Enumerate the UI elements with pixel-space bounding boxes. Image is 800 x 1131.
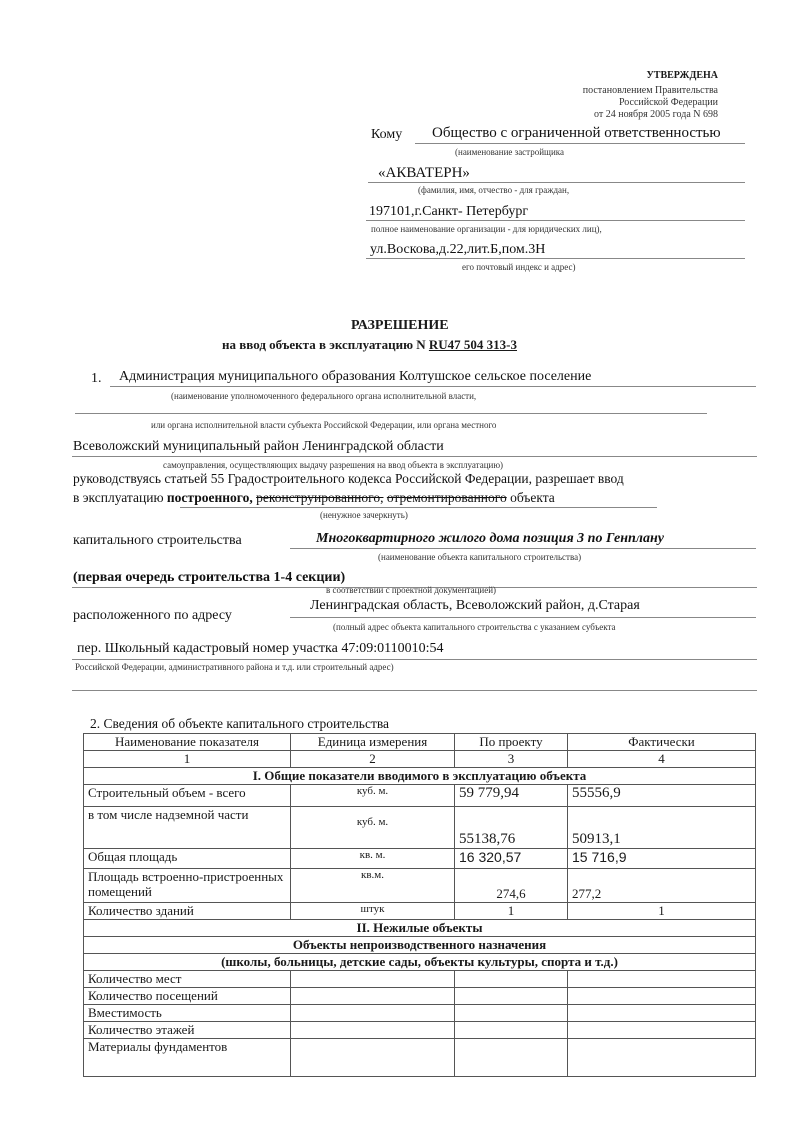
rule bbox=[290, 617, 756, 618]
authority-line-2: Всеволожский муниципальный район Ленинградской области bbox=[73, 439, 444, 454]
guided-line: руководствуясь статьей 55 Градостроительного кодекса Российской Федерации, разрешает ввод bbox=[73, 471, 624, 486]
table-row bbox=[84, 849, 756, 869]
section-2-title: 2. Сведения об объекте капитального строительства bbox=[90, 716, 390, 731]
ops-line bbox=[73, 490, 555, 506]
ops-suffix: объекта bbox=[510, 490, 555, 505]
column-number: 4 bbox=[568, 751, 756, 768]
indicator-name: Вместимость bbox=[84, 1005, 291, 1022]
rule bbox=[75, 413, 707, 414]
group-2-title-row bbox=[84, 920, 756, 937]
object-line-2: (первая очередь строительства 1-4 секции) bbox=[73, 570, 346, 585]
capital-label: капитального строительства bbox=[73, 533, 242, 548]
actual-value: 277,2 bbox=[568, 869, 756, 903]
rule bbox=[72, 659, 757, 660]
header-cell: Фактически bbox=[568, 734, 756, 751]
column-number-row bbox=[84, 751, 756, 768]
addressee-name-line-2: «АКВАТЕРН» bbox=[378, 165, 470, 181]
rule bbox=[366, 220, 745, 221]
actual-value: 1 bbox=[568, 903, 756, 920]
indicator-unit: куб. м. bbox=[291, 807, 455, 849]
indicator-unit: куб. м. bbox=[291, 785, 455, 807]
column-number: 3 bbox=[455, 751, 568, 768]
indicator-name: в том числе надземной части bbox=[84, 807, 291, 849]
table-row bbox=[84, 903, 756, 920]
approval-line-2: Российской Федерации bbox=[618, 97, 718, 108]
ops-built: построенного, bbox=[166, 490, 253, 505]
authority-hint-3: самоуправления, осуществляющих выдачу разрешения на ввод объекта в эксплуатацию) bbox=[163, 460, 504, 470]
table-row bbox=[84, 1039, 756, 1077]
table-row bbox=[84, 971, 756, 988]
indicator-name: Количество мест bbox=[84, 971, 291, 988]
approval-line-1: постановлением Правительства bbox=[582, 85, 718, 96]
indicator-unit: кв.м. bbox=[291, 869, 455, 903]
object-hint: (наименование объекта капитального строительства) bbox=[378, 552, 582, 562]
actual-value: 55556,9 bbox=[568, 785, 756, 807]
indicator-name: Общая площадь bbox=[84, 849, 291, 869]
rule bbox=[110, 386, 756, 387]
table-row bbox=[84, 785, 756, 807]
group-2-subtitle-row bbox=[84, 954, 756, 971]
rule bbox=[72, 456, 757, 457]
addressee-name-hint: (наименование застройщика bbox=[455, 147, 565, 157]
column-number: 1 bbox=[84, 751, 291, 768]
section-1-number: 1. bbox=[91, 371, 102, 386]
indicator-name: Площадь встроенно-пристроенных помещений bbox=[84, 869, 291, 903]
indicator-name: Количество посещений bbox=[84, 988, 291, 1005]
rule bbox=[368, 182, 745, 183]
ops-hint: (ненужное зачеркнуть) bbox=[320, 510, 408, 520]
table-row bbox=[84, 1005, 756, 1022]
authority-line-1: Администрация муниципального образования Колтушское сельское поселение bbox=[119, 369, 592, 384]
group-1-title: I. Общие показатели вводимого в эксплуатацию объекта bbox=[84, 768, 756, 785]
table-row bbox=[84, 1022, 756, 1039]
table-row bbox=[84, 869, 756, 903]
location-value: Ленинградская область, Всеволожский район, д.Старая bbox=[310, 598, 640, 613]
table-row bbox=[84, 807, 756, 849]
header-cell: Единица измерения bbox=[291, 734, 455, 751]
rule bbox=[180, 507, 657, 508]
actual-value: 15 716,9 bbox=[568, 849, 756, 869]
object-name: Многоквартирного жилого дома позиция 3 по Генплану bbox=[316, 531, 664, 546]
rule bbox=[72, 690, 757, 691]
ops-reconstructed: реконструированного, bbox=[256, 490, 384, 505]
subtitle-prefix: на ввод объекта в эксплуатацию N bbox=[222, 337, 429, 352]
table-row bbox=[84, 988, 756, 1005]
postal-hint: его почтовый индекс и адрес) bbox=[462, 262, 576, 272]
header-cell: Наименование показателя bbox=[84, 734, 291, 751]
document-title: РАЗРЕШЕНИЕ bbox=[351, 318, 449, 333]
address-line-2: ул.Воскова,д.22,лит.Б,пом.3Н bbox=[370, 242, 546, 257]
project-value: 1 bbox=[455, 903, 568, 920]
permit-number: RU47 504 313-3 bbox=[428, 337, 518, 352]
org-hint: полное наименование организации - для юридических лиц), bbox=[371, 224, 602, 234]
fio-hint: (фамилия, имя, отчество - для граждан, bbox=[418, 185, 570, 195]
ops-repaired: отремонтированного bbox=[386, 490, 507, 505]
address-line-1: 197101,г.Санкт- Петербург bbox=[369, 204, 529, 219]
indicator-unit: штук bbox=[291, 903, 455, 920]
indicator-name: Строительный объем - всего bbox=[84, 785, 291, 807]
project-value: 274,6 bbox=[455, 869, 568, 903]
indicator-unit: кв. м. bbox=[291, 849, 455, 869]
actual-value: 50913,1 bbox=[568, 807, 756, 849]
approval-title: УТВЕРЖДЕНА bbox=[646, 70, 718, 81]
indicator-name: Количество зданий bbox=[84, 903, 291, 920]
rule bbox=[290, 548, 756, 549]
rule bbox=[415, 143, 745, 144]
document-subtitle bbox=[222, 337, 517, 353]
header-cell: По проекту bbox=[455, 734, 568, 751]
authority-hint-2: или органа исполнительной власти субъекта Российской Федерации, или органа местного bbox=[151, 420, 497, 430]
to-label: Кому bbox=[371, 127, 403, 142]
rule bbox=[366, 258, 745, 259]
project-value: 16 320,57 bbox=[455, 849, 568, 869]
group-1-title-row bbox=[84, 768, 756, 785]
location-hint-2: Российской Федерации, административного района и т.д. или строительный адрес) bbox=[75, 662, 394, 672]
location-line-2: пер. Школьный кадастровый номер участка 47:09:0110010:54 bbox=[77, 641, 444, 656]
table-header-row bbox=[84, 734, 756, 751]
approval-line-3: от 24 ноября 2005 года N 698 bbox=[594, 109, 718, 120]
location-label: расположенного по адресу bbox=[73, 608, 232, 623]
authority-hint-1: (наименование уполномоченного федерального органа исполнительной власти, bbox=[171, 391, 477, 401]
group-2-title: II. Нежилые объекты bbox=[84, 920, 756, 937]
object-info-table bbox=[83, 733, 756, 1077]
project-value: 55138,76 bbox=[455, 807, 568, 849]
indicator-name: Количество этажей bbox=[84, 1022, 291, 1039]
addressee-name-line-1: Общество с ограниченной ответственностью bbox=[432, 125, 721, 141]
indicator-name: Материалы фундаментов bbox=[84, 1039, 291, 1077]
group-2-subtitle-row bbox=[84, 937, 756, 954]
project-value: 59 779,94 bbox=[455, 785, 568, 807]
group-2-subtitle-1: Объекты непроизводственного назначения bbox=[84, 937, 756, 954]
ops-prefix: в эксплуатацию bbox=[73, 490, 167, 505]
project-hint: в соответствии с проектной документацией) bbox=[326, 585, 497, 595]
group-2-subtitle-2: (школы, больницы, детские сады, объекты культуры, спорта и т.д.) bbox=[84, 954, 756, 971]
column-number: 2 bbox=[291, 751, 455, 768]
location-hint: (полный адрес объекта капитального строительства с указанием субъекта bbox=[333, 622, 616, 632]
